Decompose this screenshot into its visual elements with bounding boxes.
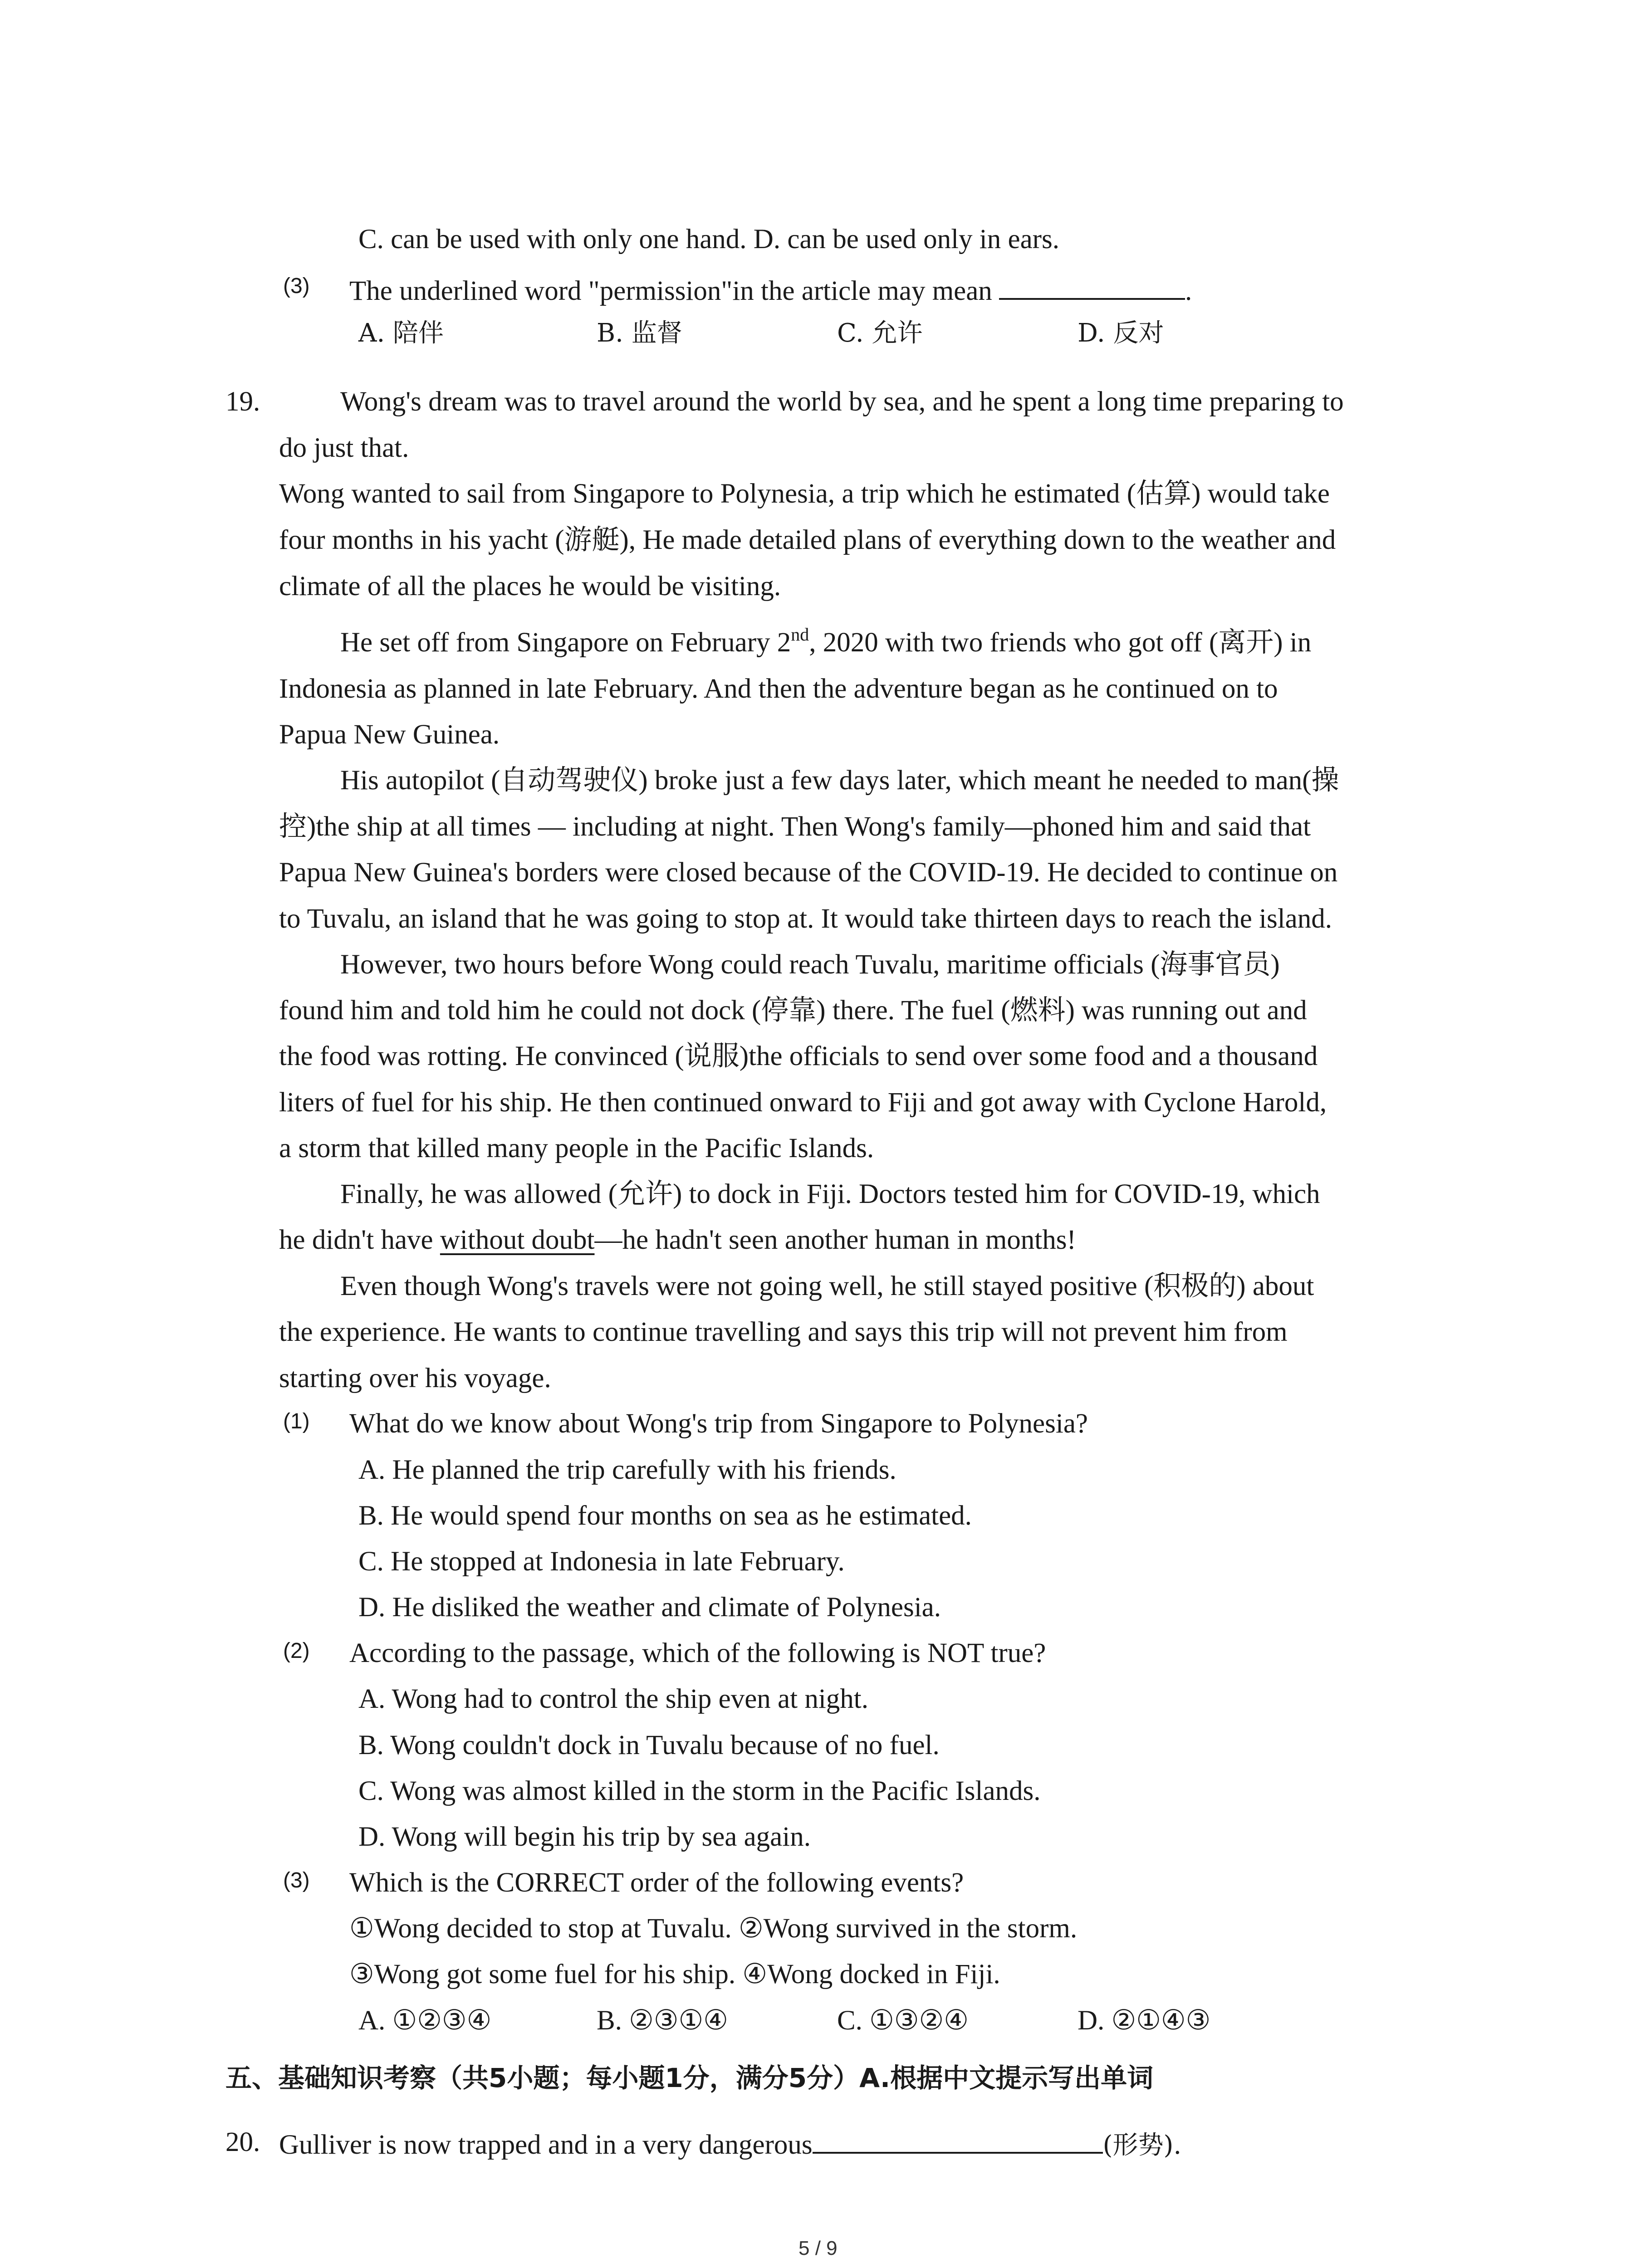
passage-line: Indonesia as planned in late February. And then the adventure began as he continued on to bbox=[279, 674, 1278, 704]
sub1-option-c: C. He stopped at Indonesia in late February. bbox=[358, 1546, 845, 1577]
prev-q3-option-a: A. 陪伴 bbox=[358, 318, 444, 348]
text-before-underline: he didn't have bbox=[279, 1225, 440, 1255]
answer-blank bbox=[813, 2128, 1103, 2154]
sub3-events-line-1: ①Wong decided to stop at Tuvalu. ②Wong survived in the storm. bbox=[349, 1913, 1078, 1944]
passage-line: the food was rotting. He convinced (说服)the officials to send over some food and a thousand bbox=[279, 1041, 1318, 1071]
sub1-option-b: B. He would spend four months on sea as he estimated. bbox=[358, 1501, 972, 1531]
sub2-option-b: B. Wong couldn't dock in Tuvalu because of no fuel. bbox=[358, 1730, 940, 1760]
date-text: He set off from Singapore on February 2 bbox=[340, 627, 791, 658]
passage-line: starting over his voyage. bbox=[279, 1363, 551, 1393]
passage-line: Wong wanted to sail from Singapore to Polynesia, a trip which he estimated (估算) would take bbox=[279, 479, 1330, 509]
passage-line-date bbox=[340, 624, 1312, 658]
sub1-question: What do we know about Wong's trip from Singapore to Polynesia? bbox=[349, 1408, 1088, 1439]
passage-line: to Tuvalu, an island that he was going to stop at. It would take thirteen days to reach the island. bbox=[279, 904, 1332, 934]
q20-hint: (形势). bbox=[1102, 2131, 1182, 2160]
sub2-option-c: C. Wong was almost killed in the storm in the Pacific Islands. bbox=[358, 1776, 1041, 1806]
prev-q3-option-d: D. 反对 bbox=[1078, 318, 1164, 348]
prev-q3-text: The underlined word "permission"in the article may mean bbox=[349, 276, 992, 306]
sub1-option-d: D. He disliked the weather and climate of Polynesia. bbox=[358, 1592, 941, 1623]
q20-text: Gulliver is now trapped and in a very dangerous bbox=[279, 2130, 813, 2160]
answer-blank bbox=[999, 274, 1185, 300]
sub3-option-b: B. ②③①④ bbox=[597, 2005, 728, 2036]
sub3-option-a: A. ①②③④ bbox=[358, 2005, 492, 2036]
q20-question bbox=[279, 2128, 1181, 2159]
passage-line: Papua New Guinea's borders were closed because of the COVID-19. He decided to continue on bbox=[279, 857, 1338, 888]
passage-line: Papua New Guinea. bbox=[279, 719, 500, 750]
page-number: 5 / 9 bbox=[798, 2237, 838, 2259]
passage-line-underlined bbox=[279, 1226, 1076, 1254]
sub1-option-a: A. He planned the trip carefully with his friends. bbox=[358, 1455, 896, 1485]
date-superscript: nd bbox=[791, 624, 809, 645]
prev-q3-question bbox=[349, 274, 1192, 305]
sub2-option-d: D. Wong will begin his trip by sea again. bbox=[358, 1822, 811, 1852]
sub2-question: According to the passage, which of the following is NOT true? bbox=[349, 1638, 1046, 1668]
date-text-after: , 2020 with two friends who got off (离开) in bbox=[809, 627, 1312, 658]
prev-q3-option-c: C. 允许 bbox=[837, 318, 923, 348]
text-after-underline: —he hadn't seen another human in months! bbox=[594, 1225, 1076, 1255]
passage-line: four months in his yacht (游艇), He made detailed plans of everything down to the weather and bbox=[279, 525, 1336, 555]
sub3-question: Which is the CORRECT order of the following events? bbox=[349, 1867, 964, 1898]
passage-line: His autopilot (自动驾驶仪) broke just a few days later, which meant he needed to man(操 bbox=[340, 765, 1339, 796]
q19-number: 19. bbox=[225, 386, 260, 417]
underlined-phrase: without doubt bbox=[440, 1225, 595, 1255]
prev-option-line: C. can be used with only one hand. D. can be used only in ears. bbox=[358, 224, 1059, 254]
passage-line: liters of fuel for his ship. He then continued onward to Fiji and got away with Cyclone Harold, bbox=[279, 1087, 1327, 1118]
sub2-option-a: A. Wong had to control the ship even at night. bbox=[358, 1684, 868, 1714]
passage-line: do just that. bbox=[279, 433, 409, 463]
sub2-number: (2) bbox=[283, 1639, 310, 1663]
sub3-events-line-2: ③Wong got some fuel for his ship. ④Wong docked in Fiji. bbox=[349, 1959, 1000, 1989]
q20-number: 20. bbox=[225, 2127, 260, 2157]
passage-line: Finally, he was allowed (允许) to dock in Fiji. Doctors tested him for COVID-19, which bbox=[340, 1179, 1320, 1209]
sub3-number: (3) bbox=[283, 1868, 310, 1892]
passage-line: 控)the ship at all times — including at night. Then Wong's family—phoned him and said that bbox=[279, 811, 1311, 842]
section-heading: 五、基础知识考察（共5小题；每小题1分，满分5分）A.根据中文提示写出单词 bbox=[225, 2063, 1154, 2093]
passage-line: However, two hours before Wong could reach Tuvalu, maritime officials (海事官员) bbox=[340, 949, 1280, 980]
prev-q3-option-b: B. 监督 bbox=[597, 318, 682, 348]
passage-line: found him and told him he could not dock (停靠) there. The fuel (燃料) was running out and bbox=[279, 995, 1307, 1026]
passage-line: Wong's dream was to travel around the world by sea, and he spent a long time preparing to bbox=[340, 386, 1344, 417]
sub3-option-d: D. ②①④③ bbox=[1078, 2005, 1211, 2036]
passage-line: a storm that killed many people in the Pacific Islands. bbox=[279, 1133, 874, 1163]
passage-line: climate of all the places he would be visiting. bbox=[279, 571, 781, 601]
passage-line: the experience. He wants to continue travelling and says this trip will not prevent him from bbox=[279, 1317, 1288, 1347]
sub1-number: (1) bbox=[283, 1409, 310, 1433]
prev-q3-end: . bbox=[1185, 276, 1192, 306]
sub3-option-c: C. ①③②④ bbox=[837, 2005, 969, 2036]
passage-line: Even though Wong's travels were not going well, he still stayed positive (积极的) about bbox=[340, 1271, 1314, 1301]
prev-q3-number: (3) bbox=[283, 274, 310, 298]
